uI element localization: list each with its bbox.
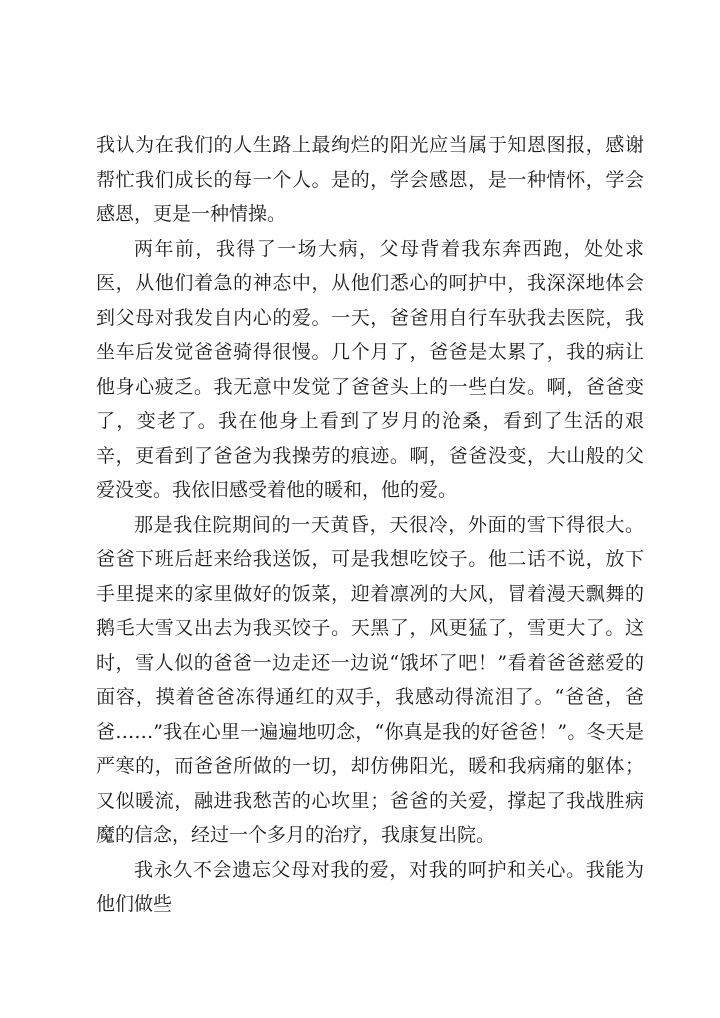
paragraph-gratitude-intro: 我认为在我们的人生路上最绚烂的阳光应当属于知恩图报，感谢帮忙我们成长的每一个人。是的，学会感恩，是一种情怀，学会感恩，更是一种情操。 [96, 134, 644, 225]
paragraph-snowy-evening: 那是我住院期间的一天黄昏，天很冷，外面的雪下得很大。爸爸下班后赶来给我送饭，可是我想吃饺子。他二话不说，放下手里提来的家里做好的饭菜，迎着凛冽的大风，冒着漫天飘舞的鹅毛大雪又出去为我买饺子。天黑了，风更猛了，雪更大了。这时，雪人似的爸爸一边走还一边说“饿坏了吧！”看着爸爸慈爱的面容，摸着爸爸冻得通红的双手，我感动得流泪了。“爸爸，爸爸……”我在心里一遍遍地叨念，“你真是我的好爸爸！”。冬天是严寒的，而爸爸所做的一切，却仿佛阳光，暖和我病痛的躯体；又似暖流，融进我愁苦的心坎里；爸爸的关爱，撑起了我战胜病魔的信念，经过一个多月的治疗，我康复出院。 [96, 513, 644, 846]
paragraph-illness-memory: 两年前，我得了一场大病，父母背着我东奔西跑，处处求医，从他们着急的神态中，从他们悉心的呵护中，我深深地体会到父母对我发自内心的爱。一天，爸爸用自行车驮我去医院，我坐车后发觉爸爸骑得很慢。几个月了，爸爸是太累了，我的病让他身心疲乏。我无意中发觉了爸爸头上的一些白发。啊，爸爸变了，变老了。我在他身上看到了岁月的沧桑，看到了生活的艰辛，更看到了爸爸为我操劳的痕迹。啊，爸爸没变，大山般的父爱没变。我依旧感受着他的暖和，他的爱。 [96, 237, 644, 501]
document-body [96, 128, 644, 922]
paragraph-never-forget: 我永久不会遗忘父母对我的爱，对我的呵护和关心。我能为他们做些 [96, 858, 644, 915]
